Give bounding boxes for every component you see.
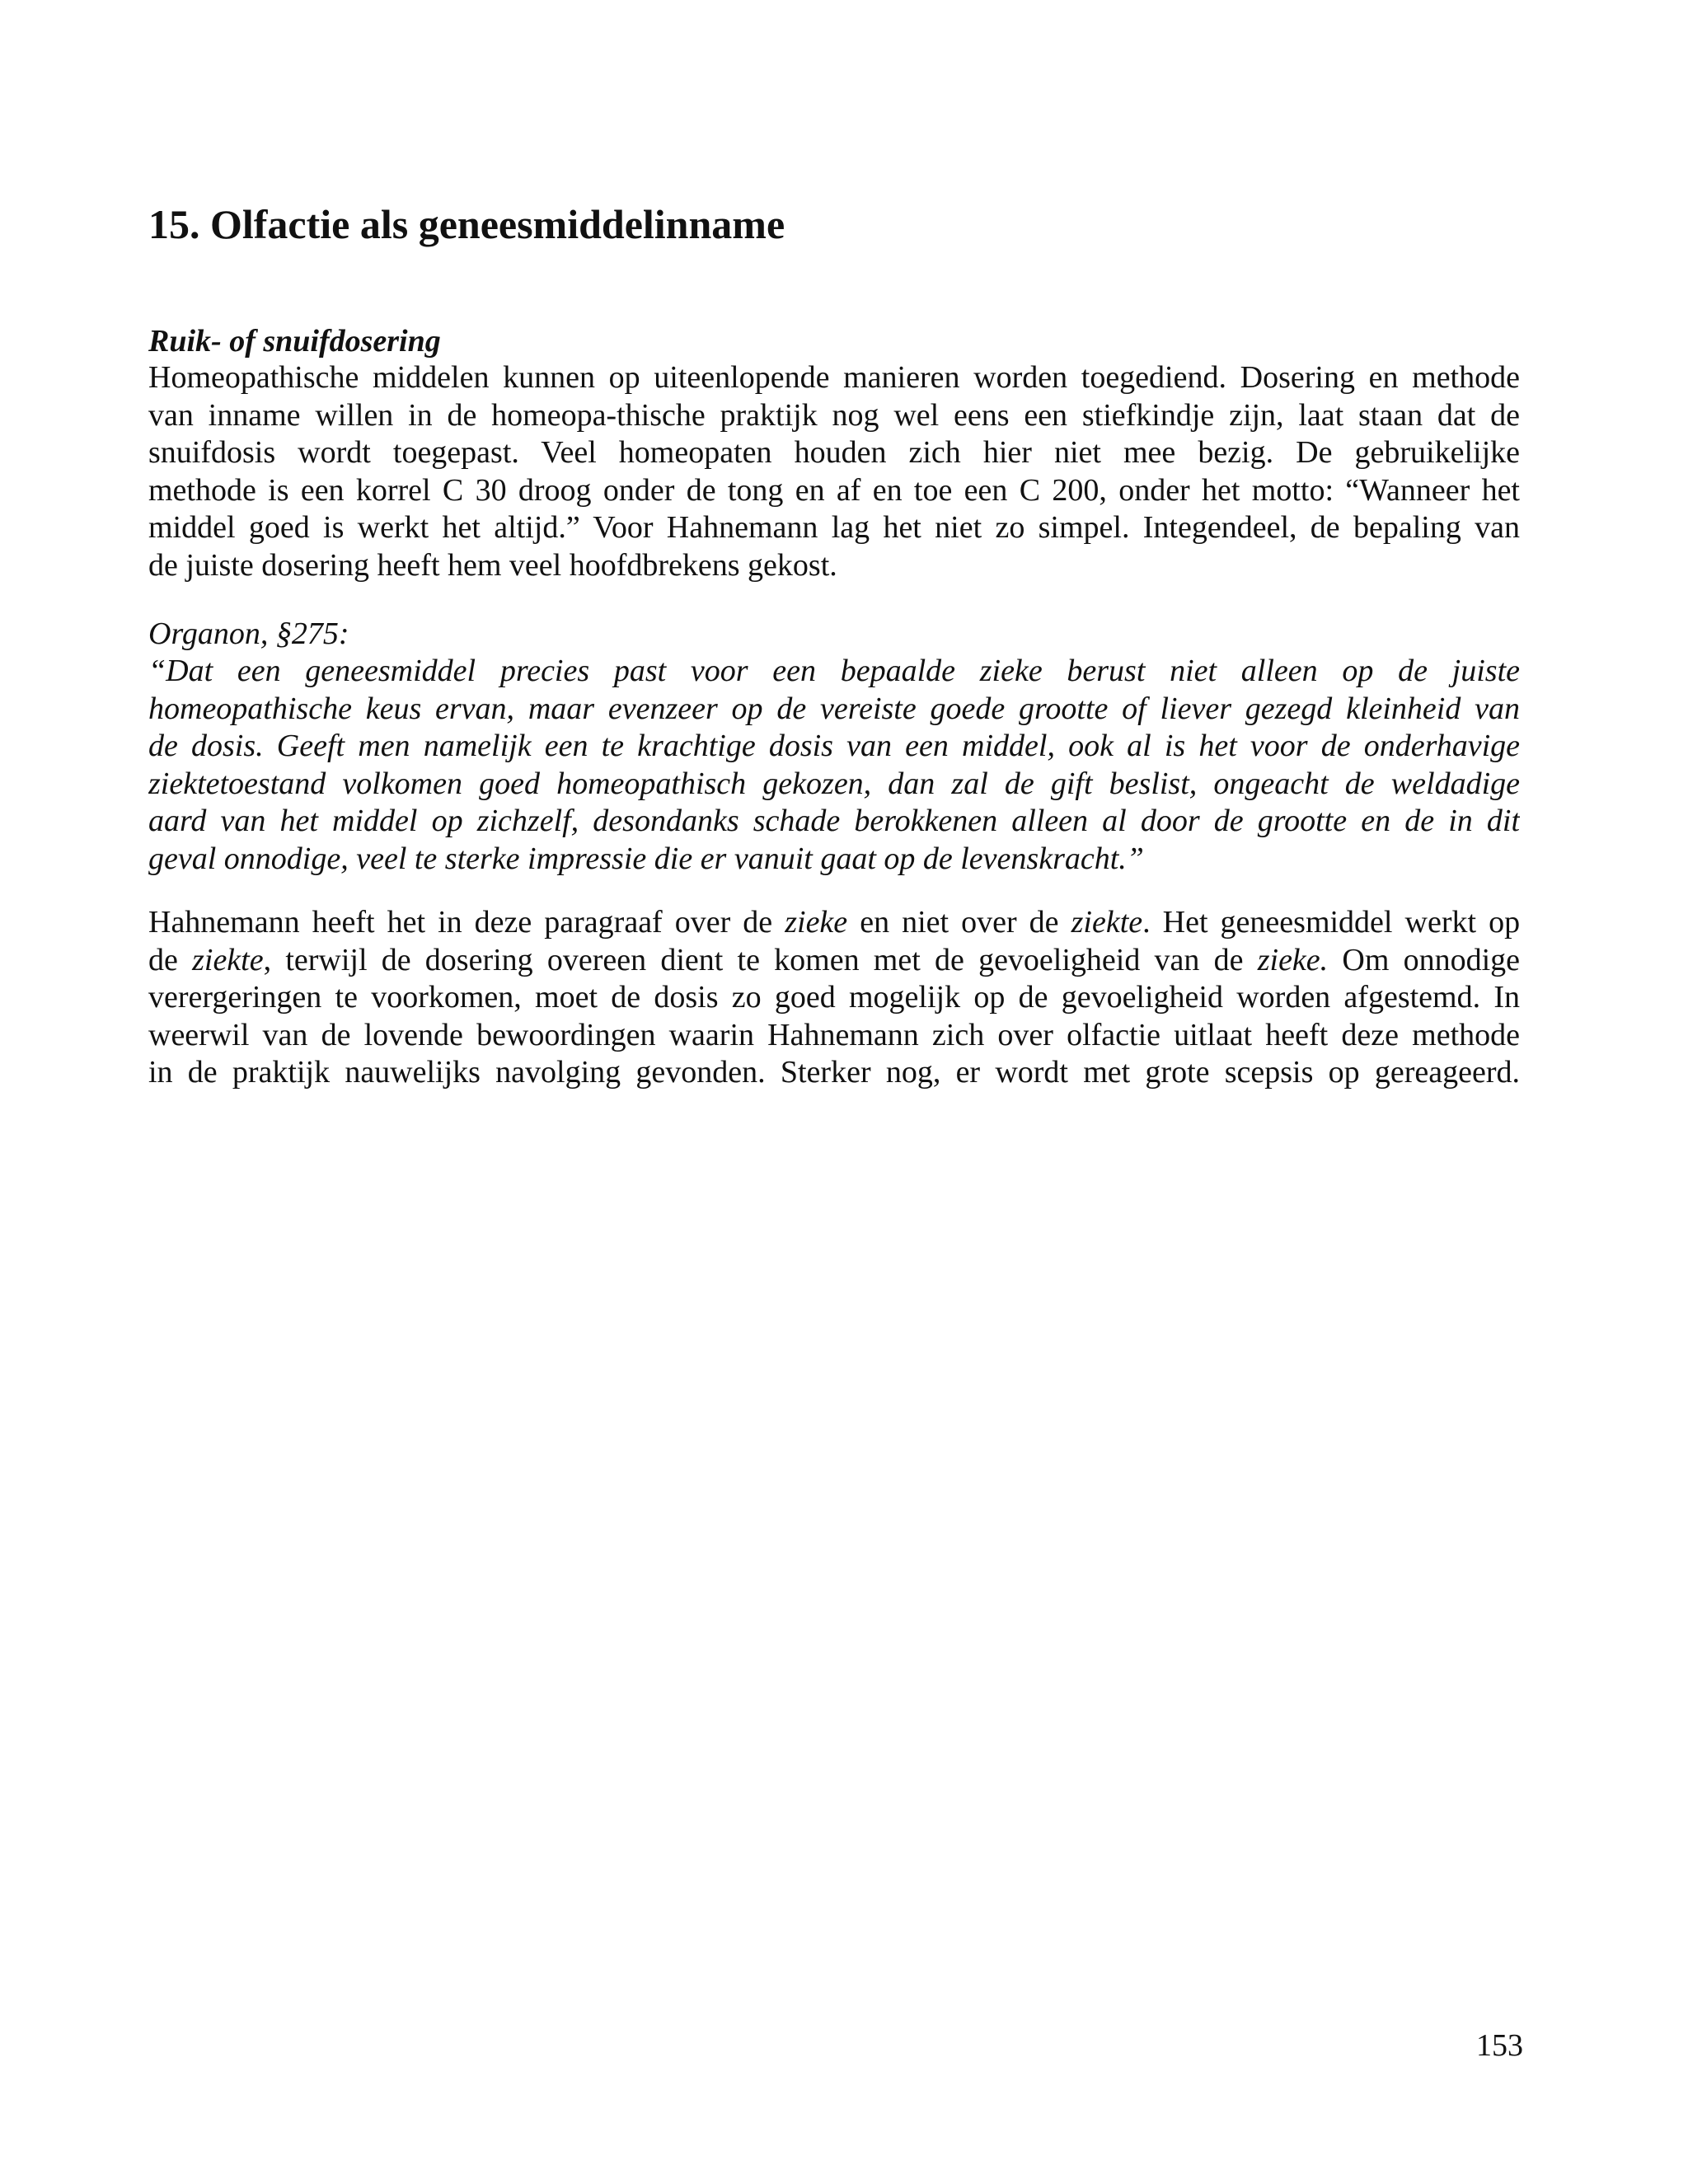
emphasis-ziekte: ziekte <box>192 942 264 977</box>
paragraph-line: de juiste dosering heeft hem veel hoofdbrekens gekost. <box>148 547 837 583</box>
paragraph-line: middel goed is werkt het altijd.” Voor Hahnemann lag het niet zo simpel. Integendeel, de bepaling van <box>148 510 1520 545</box>
section-heading: Ruik- of snuifdosering <box>148 324 441 359</box>
text-run: en niet over de <box>860 905 1059 940</box>
quote-line: aard van het middel op zichzelf, desondanks schade berokkenen alleen al door de grootte en de in dit <box>148 804 1520 838</box>
paragraph-line: in de praktijk nauwelijks navolging gevonden. Sterker nog, er wordt met grote scepsis op gereageerd. <box>148 1055 1520 1090</box>
text-run: Hahnemann heeft het in deze paragraaf over de <box>148 905 773 940</box>
paragraph-line: weerwil van de lovende bewoordingen waarin Hahnemann zich over olfactie uitlaat heeft deze methode <box>148 1017 1520 1052</box>
quote-line: geval onnodige, veel te sterke impressie die er vanuit gaat op de levenskracht.” <box>148 841 1144 876</box>
paragraph-line: van inname willen in de homeopa-thische praktijk nog wel eens een stiefkindje zijn, laat staan dat de <box>148 397 1520 433</box>
text-run: Om onnodige <box>1342 942 1520 977</box>
block-quote <box>148 653 1520 878</box>
emphasis-ziekte: ziekte <box>1071 905 1143 940</box>
paragraph-line: Homeopathische middelen kunnen op uiteenlopende manieren worden toegediend. Dosering en methode <box>148 360 1520 395</box>
chapter-title: 15. Olfactie als geneesmiddelinname <box>148 201 785 247</box>
text-run: de <box>148 942 178 977</box>
quote-source: Organon, §275: <box>148 616 349 651</box>
paragraph-line: snuifdosis wordt toegepast. Veel homeopaten houden zich hier niet mee bezig. De gebruikelijke <box>148 435 1520 470</box>
paragraph-line: methode is een korrel C 30 droog onder de tong en af en toe een C 200, onder het motto: “Wanneer het <box>148 472 1520 508</box>
text-run: . Het geneesmiddel werkt op <box>1142 905 1520 940</box>
body-paragraph-intro <box>148 359 1520 584</box>
body-paragraph-commentary <box>148 904 1520 1092</box>
paragraph-line <box>148 904 1520 942</box>
text-run: , terwijl de dosering overeen dient te komen met de gevoeligheid van de <box>263 942 1244 977</box>
quote-line: de dosis. Geeft men namelijk een te krachtige dosis van een middel, ook al is het voor de onderhavige <box>148 729 1520 763</box>
quote-line: homeopathische keus ervan, maar evenzeer op de vereiste goede grootte of liever gezegd kleinheid van <box>148 691 1520 726</box>
paragraph-line <box>148 942 1520 980</box>
emphasis-zieke: zieke. <box>1257 942 1329 977</box>
quote-line: ziektetoestand volkomen goed homeopathisch gekozen, dan zal de gift beslist, ongeacht de weldadige <box>148 766 1520 801</box>
paragraph-line: verergeringen te voorkomen, moet de dosis zo goed mogelijk op de gevoeligheid worden afgestemd. In <box>148 980 1520 1015</box>
quote-line: “Dat een geneesmiddel precies past voor een bepaalde zieke berust niet alleen op de juiste <box>148 654 1520 688</box>
page-number: 153 <box>1476 2028 1523 2063</box>
emphasis-zieke: zieke <box>785 905 848 940</box>
